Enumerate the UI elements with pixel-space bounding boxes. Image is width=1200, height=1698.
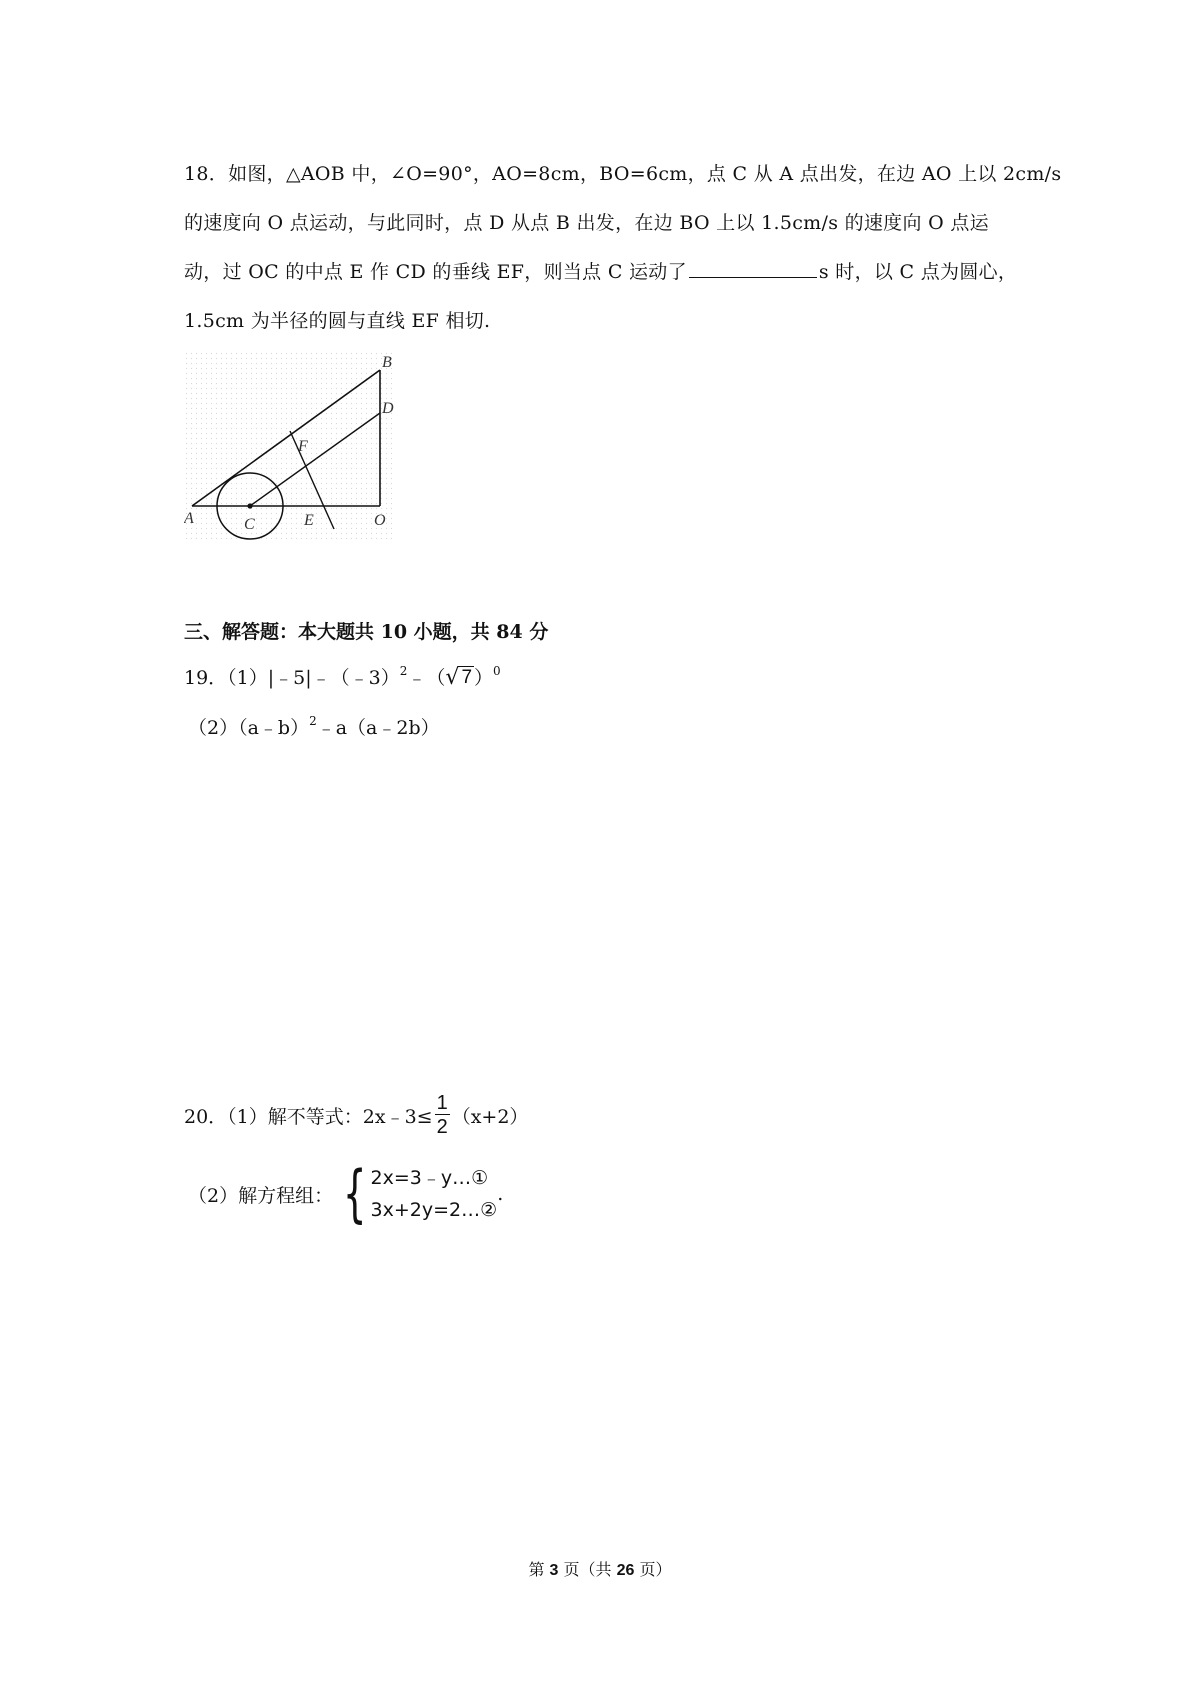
- q18-line-1: 18．如图，△AOB 中，∠O=90°，AO=8cm，BO=6cm，点 C 从 A 点出发，在边 AO 上以 2cm/s: [184, 163, 1062, 185]
- label-a: A: [184, 510, 194, 527]
- label-d: D: [382, 400, 394, 417]
- label-b: B: [382, 354, 392, 371]
- question-20-part-1: [184, 1092, 528, 1139]
- center-point-c: [247, 503, 252, 508]
- square-root-7: [445, 666, 474, 689]
- label-e: E: [304, 512, 314, 529]
- q19-exponent-1: 2: [399, 664, 408, 678]
- equation-list: [371, 1162, 498, 1226]
- figure-background: [184, 351, 396, 543]
- footer-total-pages: 26: [616, 1562, 635, 1579]
- radical-sign-icon: √: [445, 665, 460, 690]
- q18-line-2: 的速度向 O 点运动，与此同时，点 D 从点 B 出发，在边 BO 上以 1.5cm/s 的速度向 O 点运: [184, 212, 989, 234]
- label-c: C: [244, 516, 255, 533]
- fraction-denominator: 2: [436, 1116, 448, 1138]
- q20-part1-suffix: （x+2）: [451, 1106, 529, 1128]
- q18-line-3: [184, 248, 1034, 297]
- q19-exponent-2: 0: [493, 664, 501, 678]
- question-19-part-1: [184, 663, 501, 690]
- left-brace-icon: {: [342, 1157, 367, 1230]
- question-19-part-2: [188, 713, 440, 740]
- footer-prefix: 第: [528, 1560, 550, 1579]
- q18-line-4: 1.5cm 为半径的圆与直线 EF 相切.: [184, 310, 491, 332]
- q20-part2-suffix: .: [497, 1183, 504, 1205]
- q19-part1-prefix: 19．（1）|﹣5|﹣（﹣3）: [184, 667, 400, 689]
- equation-1: 2x=3﹣y…①: [370, 1167, 489, 1189]
- footer-page-number: 3: [549, 1562, 559, 1579]
- fraction-one-half: [435, 1092, 450, 1139]
- answer-blank: [689, 257, 817, 278]
- label-f: F: [298, 438, 308, 455]
- section-3-heading: 三、解答题：本大题共 10 小题，共 84 分: [184, 621, 549, 643]
- label-o: O: [374, 512, 386, 529]
- q19-part2-suffix: ﹣a（a﹣2b）: [316, 717, 440, 739]
- q20-part2-prefix: （2）解方程组：: [188, 1184, 334, 1207]
- q19-part1-close: ）: [474, 667, 494, 689]
- equation-system: [335, 1157, 498, 1230]
- triangle-figure: [184, 351, 396, 543]
- q18-line-3-after: s 时，以 C 点为圆心，: [818, 261, 1018, 283]
- question-18: [184, 150, 1062, 346]
- page-footer: [0, 1557, 1200, 1580]
- radicand: 7: [461, 667, 473, 688]
- question-20-part-2: [188, 1157, 504, 1230]
- q18-line-3-before: 动，过 OC 的中点 E 作 CD 的垂线 EF，则当点 C 运动了: [184, 261, 687, 283]
- q19-part2-prefix: （2）（a﹣b）: [188, 717, 310, 739]
- fraction-numerator: 1: [436, 1092, 448, 1114]
- q20-part1-prefix: 20．（1）解不等式：2x﹣3≤: [184, 1106, 433, 1128]
- footer-suffix: 页）: [634, 1560, 672, 1579]
- q19-part1-mid: ﹣（: [407, 667, 446, 689]
- footer-middle: 页（共: [558, 1560, 617, 1579]
- q19-part2-exponent: 2: [309, 714, 317, 728]
- equation-2: 3x+2y=2…②: [370, 1199, 498, 1221]
